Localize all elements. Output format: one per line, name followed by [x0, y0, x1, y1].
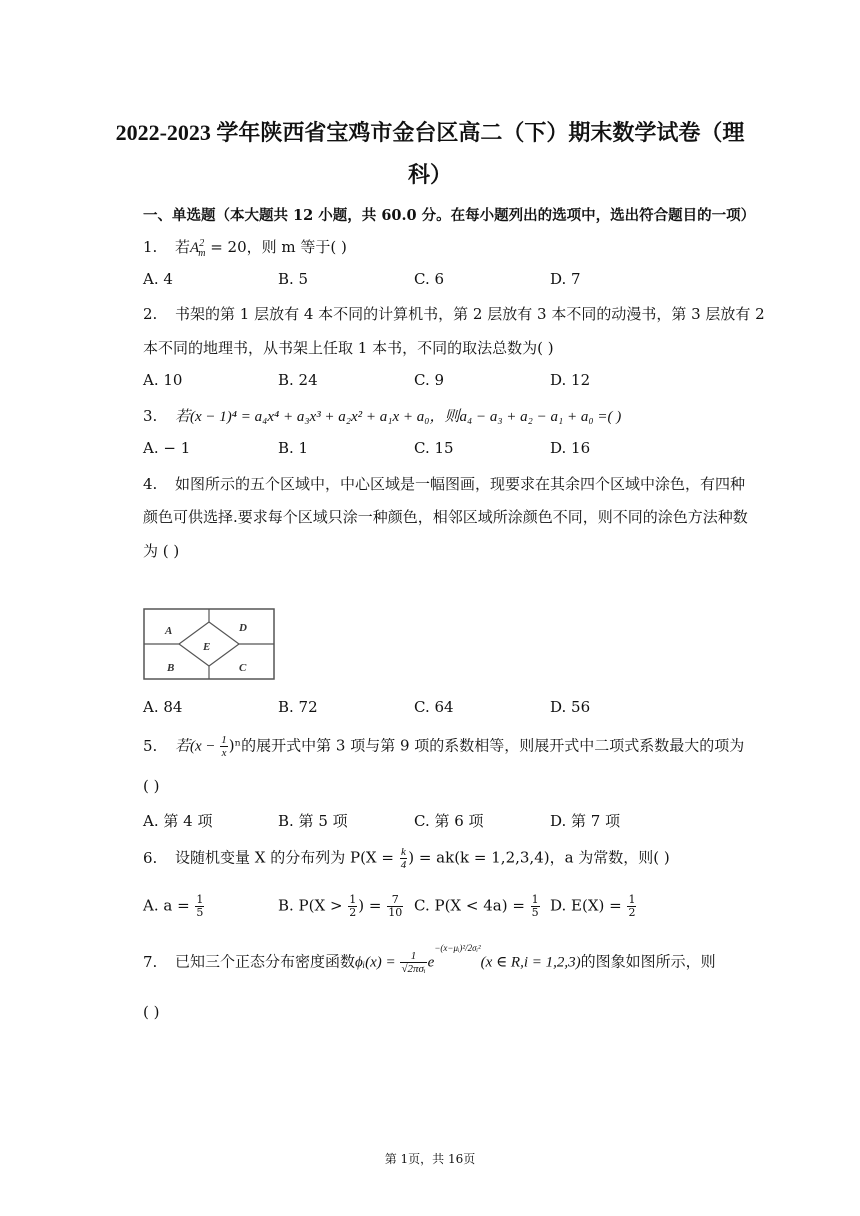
option-a[interactable]: A. 4 — [143, 270, 173, 288]
region-label-c: C — [239, 662, 247, 674]
question-text: )ⁿ的展开式中第 3 项与第 9 项的系数相等，则展开式中二项式系数最大的项为 — [228, 736, 745, 755]
option-a[interactable]: A. 84 — [143, 698, 183, 716]
question-number: 7. — [143, 952, 158, 971]
question-6 — [143, 846, 670, 871]
question-text: 书架的第 1 层放有 4 本不同的计算机书，第 2 层放有 3 本不同的动漫书，第 3 层放有 2 — [175, 305, 765, 323]
question-text: 若(x − 1)⁴ = a₄x⁴ + a₃x³ + a₂x² + a₁x + a₀，则a₄ − a₃ + a₂ − a₁ + a₀ =( ) — [175, 409, 622, 425]
question-text: 的图象如图所示，则 — [580, 952, 716, 971]
option-c[interactable]: C. 6 — [414, 270, 445, 288]
formula: e — [427, 954, 435, 971]
option-d[interactable]: D. 56 — [550, 698, 591, 716]
page-footer: 第 1页，共 16页 — [384, 1152, 476, 1166]
option-c[interactable]: C. P(X < 4a) = $\frac{1}{5}$ — [414, 893, 539, 919]
region-label-e: E — [203, 641, 211, 653]
option-b[interactable]: B. 第 5 项 — [278, 812, 348, 830]
option-b[interactable]: B. P(X > $\frac{1}{2}$ ) = $\frac{7}{10}$ — [278, 893, 403, 919]
formula: $A^2_m$ — [190, 238, 206, 259]
option-b[interactable]: B. 5 — [278, 270, 309, 288]
question-number: 3. — [143, 407, 158, 425]
question-4-line2: 颜色可供选择.要求每个区域只涂一种颜色，相邻区域所涂颜色不同，则不同的涂色方法种数 — [143, 508, 748, 526]
option-d[interactable]: D. 7 — [550, 270, 581, 288]
page-title-line1: 2022-2023 学年陕西省宝鸡市金台区高二（下）期末数学试卷（理 — [115, 120, 745, 145]
question-text: 若 — [175, 238, 191, 256]
question-4 — [143, 473, 745, 494]
fraction: $\frac{k}{4}$ — [400, 846, 407, 871]
option-d[interactable]: D. 第 7 项 — [550, 812, 621, 830]
fraction: $\frac{1}{x}$ — [221, 734, 227, 759]
question-1 — [143, 236, 347, 259]
option-c[interactable]: C. 第 6 项 — [414, 812, 484, 830]
page-title-line2: 科） — [407, 162, 452, 187]
option-a[interactable]: A. 第 4 项 — [143, 812, 213, 830]
section-heading: 一、单选题（本大题共 12 小题，共 60.0 分。在每小题列出的选项中，选出符合题目的一项） — [143, 207, 756, 224]
region-label-b: B — [167, 662, 175, 674]
question-number: 2. — [143, 305, 158, 323]
question-number: 1. — [143, 238, 158, 256]
region-label-a: A — [165, 625, 173, 637]
exponent: −(x−μᵢ)²/2σᵢ² — [434, 942, 481, 953]
question-number: 4. — [143, 475, 158, 493]
formula: (x ∈ R,i = 1,2,3) — [480, 954, 581, 971]
question-7-line2: ( ) — [143, 1003, 160, 1021]
option-d[interactable]: D. 12 — [550, 371, 591, 389]
formula: ϕᵢ(x) = — [355, 954, 400, 971]
question-text: = 20，则 m 等于( ) — [205, 238, 347, 256]
question-number: 5. — [143, 736, 158, 755]
option-c[interactable]: C. 15 — [414, 439, 454, 457]
question-3 — [143, 405, 621, 426]
question-4-line3: 为 ( ) — [143, 542, 180, 560]
question-text: 设随机变量 X 的分布列为 P(X = — [175, 848, 399, 867]
option-a[interactable]: A. a = $\frac{1}{5}$ — [143, 893, 204, 919]
region-diagram — [143, 608, 275, 680]
option-b[interactable]: B. 72 — [278, 698, 318, 716]
question-5-line2: ( ) — [143, 777, 160, 795]
option-b[interactable]: B. 24 — [278, 371, 318, 389]
question-2 — [143, 303, 765, 324]
region-label-d: D — [239, 622, 247, 634]
question-text: ) = ak(k = 1,2,3,4)，a 为常数，则( ) — [408, 848, 670, 867]
option-d[interactable]: D. 16 — [550, 439, 591, 457]
question-5 — [143, 734, 744, 759]
question-text: 若(x − — [175, 738, 220, 755]
question-2-line2: 本不同的地理书，从书架上任取 1 本书，不同的取法总数为( ) — [143, 339, 554, 357]
option-a[interactable]: A. 10 — [143, 371, 183, 389]
option-c[interactable]: C. 9 — [414, 371, 445, 389]
option-d[interactable]: D. E(X) = $\frac{1}{2}$ — [550, 893, 636, 919]
question-text: 已知三个正态分布密度函数 — [175, 952, 356, 971]
option-a[interactable]: A. − 1 — [143, 439, 191, 457]
option-b[interactable]: B. 1 — [278, 439, 309, 457]
fraction: $\frac{1}{\text{√2πσᵢ}}$ — [401, 950, 426, 975]
option-c[interactable]: C. 64 — [414, 698, 454, 716]
question-text: 如图所示的五个区域中，中心区域是一幅图画，现要求在其余四个区域中涂色，有四种 — [175, 475, 746, 493]
question-number: 6. — [143, 848, 158, 867]
